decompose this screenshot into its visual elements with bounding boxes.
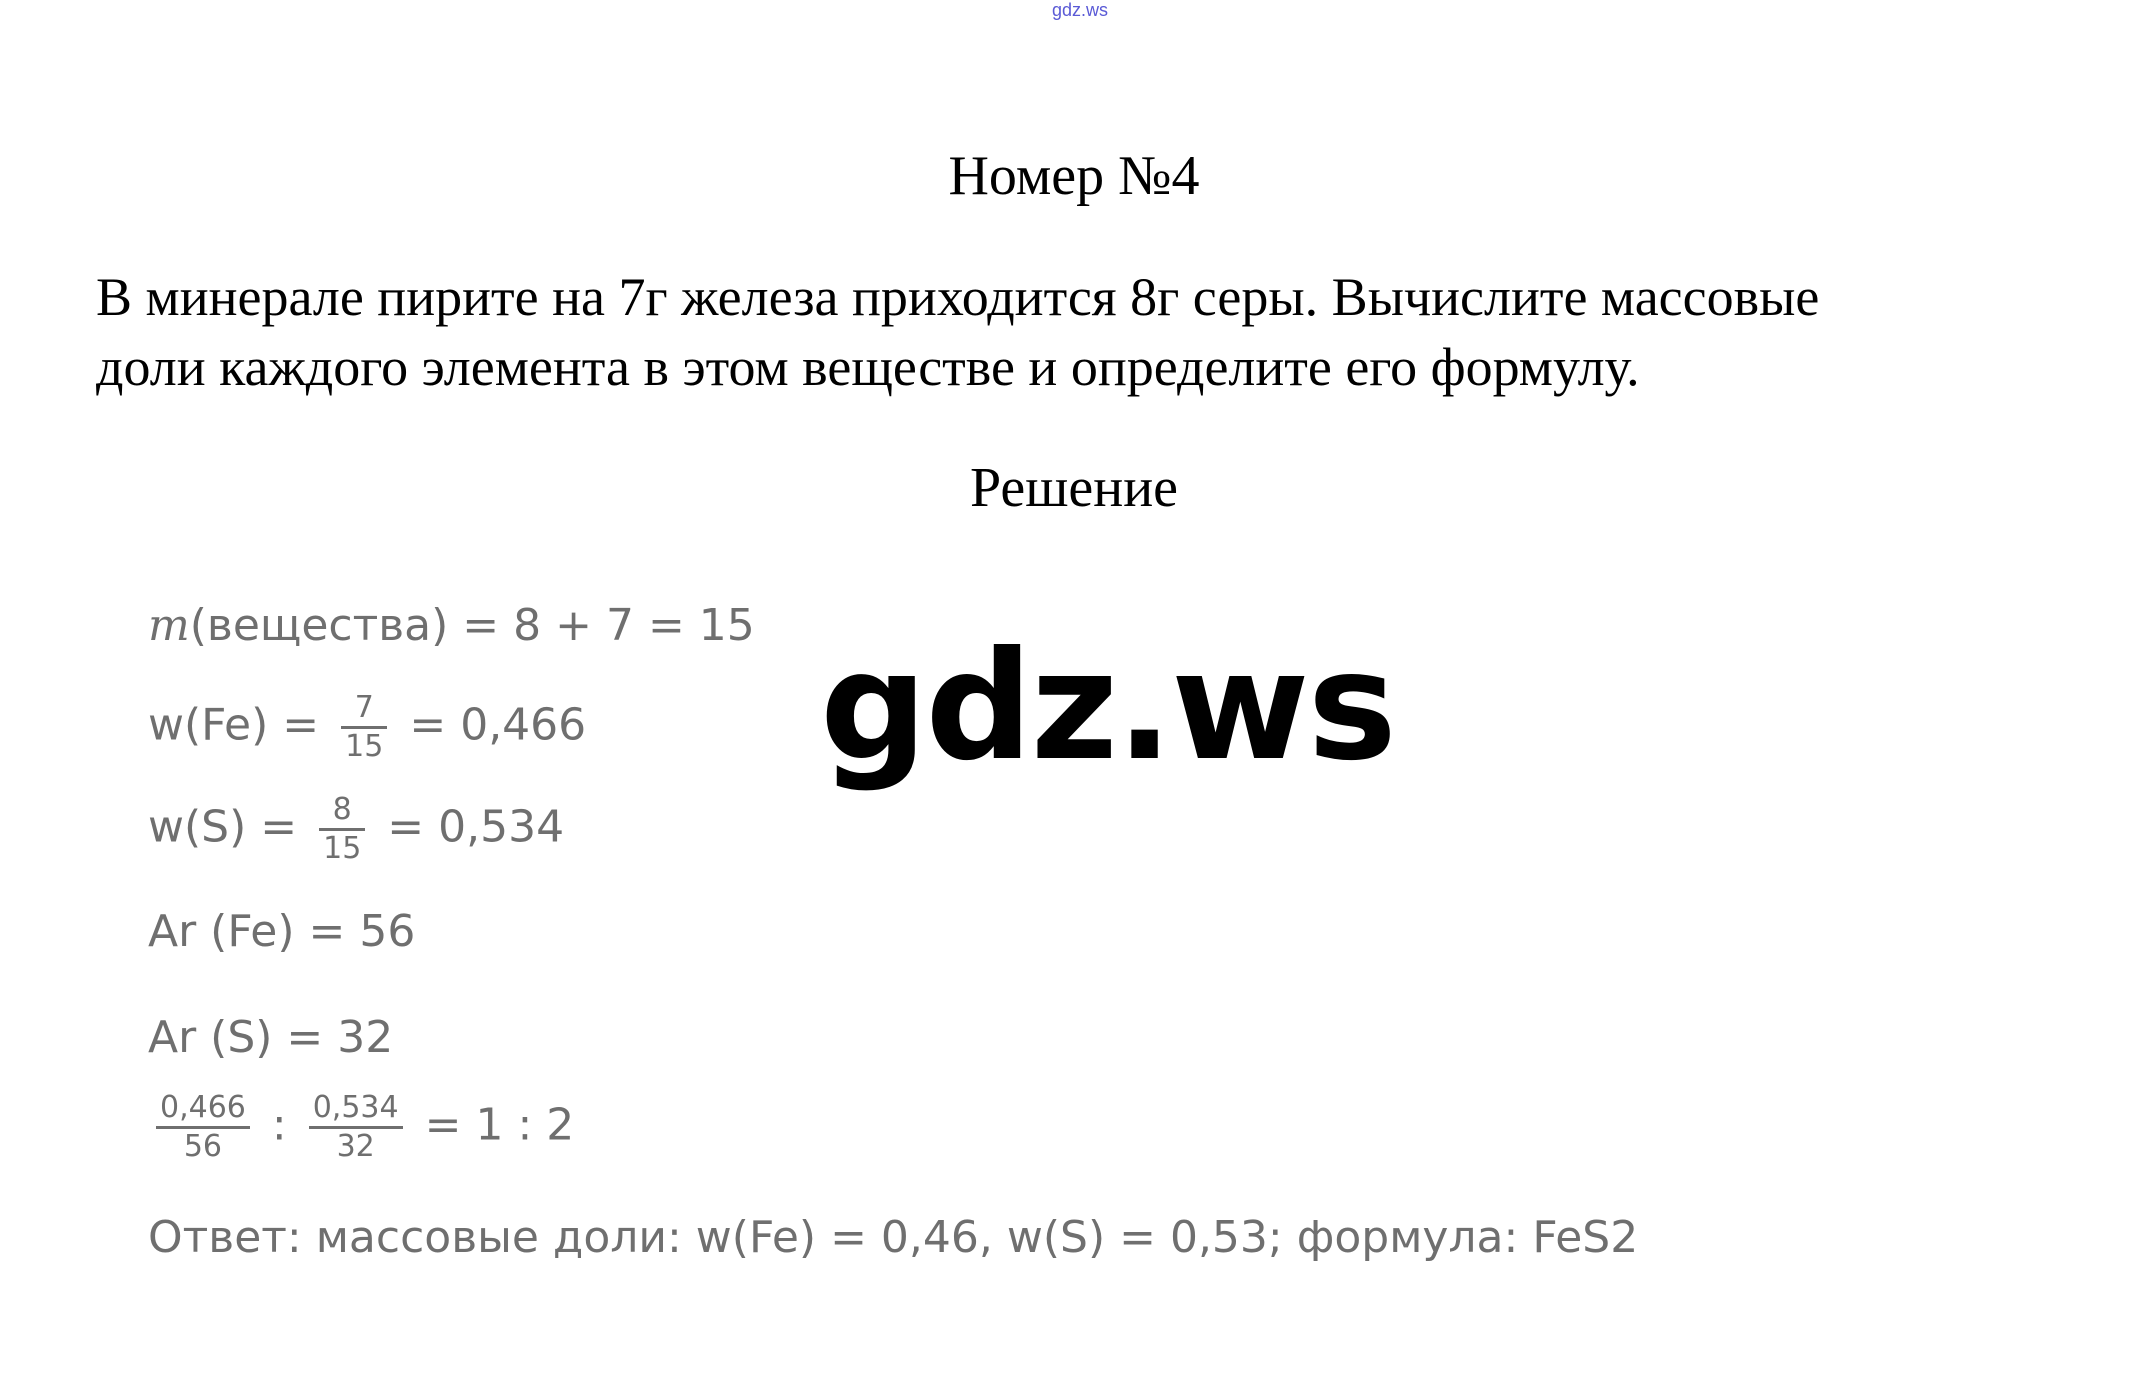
- ratio-fraction-2: [309, 1090, 403, 1165]
- fraction-numerator: 7: [341, 690, 387, 729]
- problem-line-1: В минерале пирите на 7г железа приходится 8г серы. Вычислите массовые: [96, 267, 1820, 327]
- page-title: Номер №4: [948, 145, 1200, 207]
- solution-line-mass: [148, 600, 755, 651]
- site-link[interactable]: gdz.ws: [1051, 0, 1109, 20]
- w-s-result: = 0,534: [387, 801, 565, 853]
- mass-expression: (вещества) = 8 + 7 = 15: [189, 600, 755, 651]
- w-fe-fraction: [341, 690, 387, 765]
- problem-text: [96, 262, 2076, 402]
- w-fe-lhs: w(Fe) =: [148, 699, 320, 751]
- fraction-denominator: 32: [336, 1129, 375, 1164]
- fraction-denominator: 56: [183, 1129, 223, 1164]
- w-fe-result: = 0,466: [409, 699, 587, 751]
- watermark-logo: gdz.ws: [820, 620, 1395, 794]
- w-s-lhs: w(S) =: [148, 801, 298, 853]
- solution-heading: Решение: [969, 457, 1179, 519]
- fraction-numerator: 0,466: [156, 1090, 250, 1129]
- answer-label: Ответ:: [148, 1212, 302, 1263]
- solution-line-w-s: [148, 792, 564, 867]
- fraction-denominator: 15: [323, 831, 362, 866]
- solution-line-ar-fe: Ar (Fe) = 56: [148, 906, 416, 957]
- solution-line-ratio: [148, 1090, 574, 1165]
- answer-line: [148, 1212, 1638, 1263]
- ratio-result: = 1 : 2: [424, 1099, 575, 1151]
- fraction-numerator: 8: [319, 792, 365, 831]
- solution-line-ar-s: Ar (S) = 32: [148, 1012, 394, 1063]
- fraction-denominator: 15: [345, 729, 384, 764]
- solution-line-w-fe: [148, 690, 586, 765]
- ratio-separator: :: [271, 1099, 287, 1151]
- ratio-fraction-1: [156, 1090, 250, 1165]
- problem-line-2: доли каждого элемента в этом веществе и определите его формулу.: [96, 337, 1640, 397]
- fraction-numerator: 0,534: [309, 1090, 403, 1129]
- mass-variable: m: [148, 600, 190, 651]
- answer-text: массовые доли: w(Fe) = 0,46, w(S) = 0,53; формула: FeS2: [315, 1212, 1639, 1263]
- w-s-fraction: [319, 792, 365, 867]
